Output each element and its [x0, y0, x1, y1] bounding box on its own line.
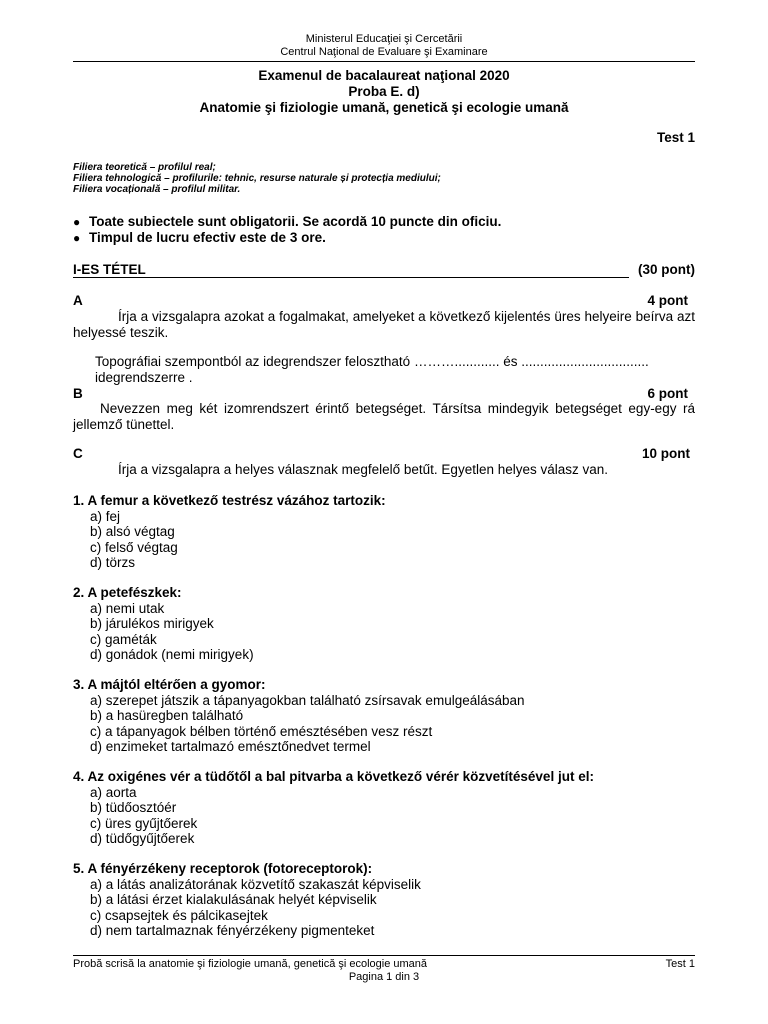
- section-header: [73, 262, 695, 278]
- exam-proba: Proba E. d): [348, 84, 420, 99]
- answer-option: d) gonádok (nemi mirigyek): [90, 646, 254, 662]
- answer-option: c) csapsejtek és pálcikasejtek: [90, 907, 268, 923]
- section-title: I-ES TÉTEL: [73, 262, 146, 277]
- answer-option: d) tüdőgyűjtőerek: [90, 830, 195, 846]
- answer-option: a) szerepet játszik a tápanyagokban található zsírsavak emulgeálásában: [90, 693, 525, 708]
- part-a-statement: Topográfiai szempontból az idegrendszer felosztható ………............ és ..................................: [95, 354, 649, 369]
- answer-option: b) a látási érzet kialakulásának helyét képviselik: [90, 892, 377, 908]
- exam-subject: Anatomie şi fiziologie umană, genetică şi ecologie umană: [199, 100, 569, 115]
- question: [73, 585, 695, 662]
- answer-option: b) járulékos mirigyek: [90, 616, 214, 632]
- test-label: Test 1: [656, 130, 695, 145]
- bullet-icon: ●: [73, 231, 81, 245]
- question-title: 1. A femur a következő testrész vázához tartozik:: [73, 493, 386, 508]
- part-c-points: 10 pont: [641, 446, 690, 461]
- footer-test-label: Test 1: [665, 958, 695, 970]
- answer-option: c) a tápanyagok bélben történő emésztésében vesz részt: [90, 723, 433, 739]
- filiera-line: Filiera vocațională – profilul militar.: [73, 184, 241, 195]
- answer-option: b) a hasüregben található: [90, 708, 244, 724]
- question-options: [73, 785, 703, 846]
- answer-option: a) aorta: [90, 785, 137, 800]
- part-c-letter: C: [73, 446, 83, 461]
- question-options: [73, 509, 695, 570]
- section-underline: [73, 277, 629, 278]
- question-title: 5. A fényérzékeny receptorok (fotoreceptorok):: [73, 861, 373, 876]
- center-name: Centrul Naţional de Evaluare şi Examinare: [280, 46, 488, 58]
- exam-title: Examenul de bacalaureat naţional 2020: [258, 68, 510, 83]
- part-b-letter: B: [73, 386, 83, 401]
- question-title: 2. A petefészkek:: [73, 585, 182, 600]
- part-a-statement-end: idegrendszerre .: [95, 370, 193, 385]
- answer-option: a) nemi utak: [90, 601, 165, 616]
- answer-option: d) nem tartalmaznak fényérzékeny pigmenteket: [90, 922, 375, 938]
- question-title: 4. Az oxigénes vér a tüdőtől a bal pitvarba a következő vérér közvetítésével jut el:: [73, 769, 594, 784]
- answer-option: c) üres gyűjtőerek: [90, 815, 198, 831]
- part-a-points: 4 pont: [647, 293, 688, 308]
- footer-page-number: Pagina 1 din 3: [348, 971, 420, 983]
- question-options: [73, 877, 695, 938]
- part-a-letter: A: [73, 293, 83, 308]
- footer-left: Probă scrisă la anatomie şi fiziologie umană, genetică şi ecologie umană: [73, 958, 428, 970]
- answer-option: a) a látás analizátorának közvetítő szakaszát képviselik: [90, 877, 421, 892]
- answer-option: b) tüdőosztóér: [90, 800, 177, 816]
- question-title: 3. A májtól eltérően a gyomor:: [73, 677, 266, 692]
- section-points: (30 pont): [638, 262, 695, 277]
- filiera-line: Filiera tehnologică – profilurile: tehnic, resurse naturale și protecția mediului;: [73, 173, 441, 184]
- part-b-points: 6 pont: [647, 386, 688, 401]
- question-options: [73, 601, 695, 662]
- answer-option: d) törzs: [90, 554, 136, 570]
- answer-option: c) felső végtag: [90, 539, 178, 555]
- answer-option: b) alsó végtag: [90, 524, 175, 540]
- instruction-item: [73, 214, 501, 230]
- instructions-list: [73, 214, 501, 246]
- instruction-text: Toate subiectele sunt obligatorii. Se acordă 10 puncte din oficiu.: [89, 214, 502, 229]
- question: [73, 769, 703, 846]
- part-c-instruction: Írja a vizsgalapra a helyes válasznak megfelelő betűt. Egyetlen helyes válasz van.: [118, 462, 609, 477]
- answer-option: c) gaméták: [90, 631, 157, 647]
- answer-option: d) enzimeket tartalmazó emésztőnedvet termel: [90, 738, 371, 754]
- question: [73, 493, 695, 570]
- question: [73, 861, 695, 938]
- footer-divider: [73, 955, 695, 956]
- bullet-icon: ●: [73, 215, 81, 229]
- ministry-name: Ministerul Educaţiei şi Cercetării: [305, 33, 463, 45]
- question-options: [73, 693, 695, 754]
- filiera-line: Filiera teoretică – profilul real;: [73, 162, 216, 173]
- instruction-text: Timpul de lucru efectiv este de 3 ore.: [89, 230, 326, 245]
- question: [73, 677, 695, 754]
- instruction-item: [73, 230, 501, 246]
- header-divider: [73, 61, 695, 62]
- part-b-instruction: Nevezzen meg két izomrendszert érintő betegséget. Társítsa mindegyik betegséget egy-egy rá jellemző tünettel.: [73, 401, 695, 432]
- answer-option: a) fej: [90, 509, 121, 524]
- part-a-instruction: Írja a vizsgalapra azokat a fogalmakat, amelyeket a következő kijelentés üres helyeire beírva azt helyessé teszik.: [73, 309, 695, 340]
